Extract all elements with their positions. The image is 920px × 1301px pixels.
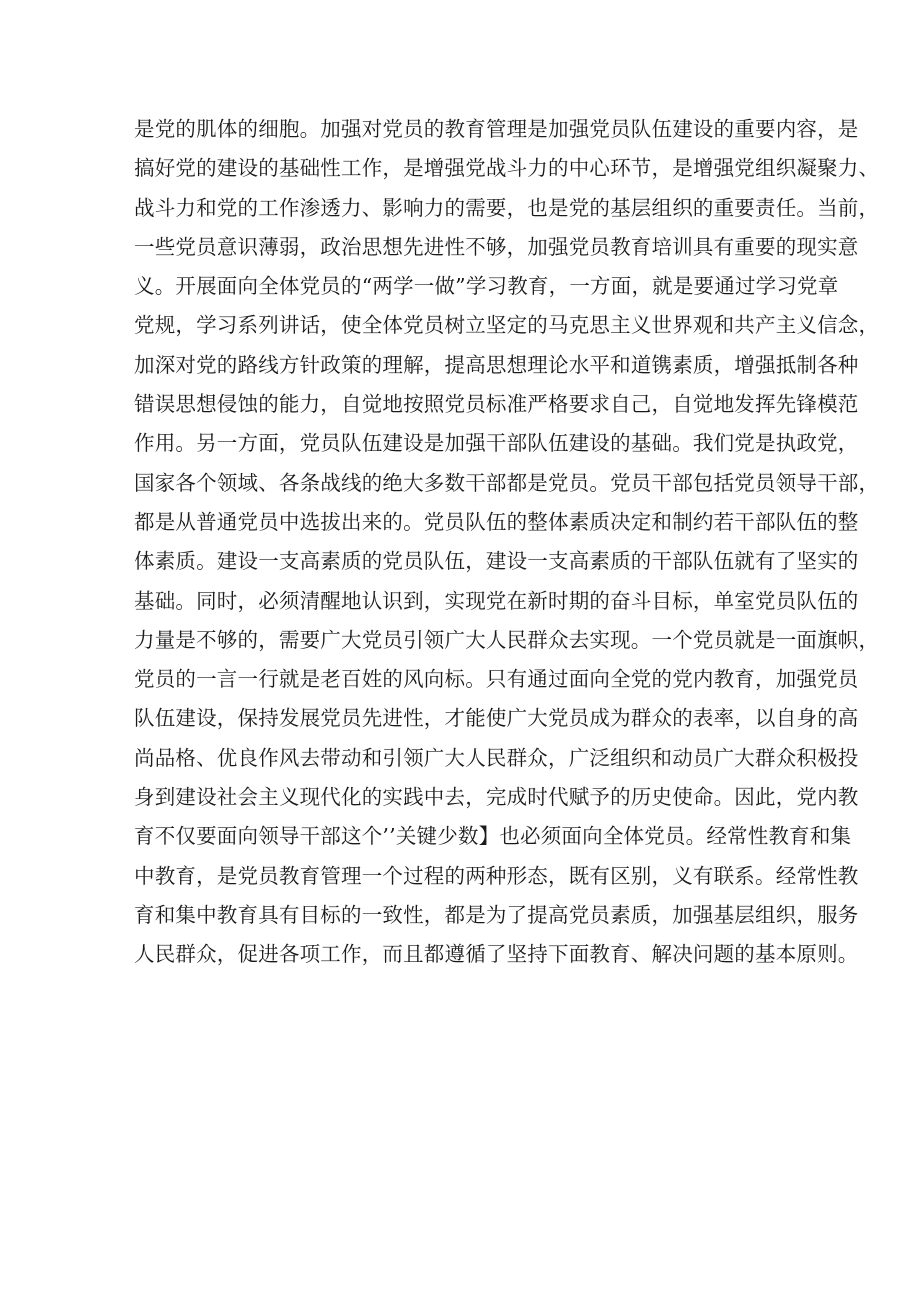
text-line: 都是从普通党员中选拔出来的。党员队伍的整体素质决定和制约若干部队伍的整 (134, 509, 859, 534)
body-paragraph (134, 110, 880, 975)
text-line: 人民群众，促进各项工作，而且都遵循了坚持下面教育、解决问题的基本原则。 (134, 942, 859, 967)
text-line: 战斗力和党的工作渗透力、影响力的需要，也是党的基层组织的重要责任。当前， (134, 195, 880, 220)
text-line: 力量是不够的，需要广大党员引领广大人民群众去实现。一个党员就是一面旗帜， (134, 627, 880, 652)
text-line: 中教育，是党员教育管理一个过程的两种形态，既有区别，义有联系。经常性教 (134, 863, 859, 888)
text-line: 尚品格、优良作风去带动和引领广大人民群众，广泛组织和动员广大群众积极投 (134, 745, 859, 770)
text-line: 党规，学习系列讲话，使全体党员树立坚定的马克思主义世界观和共产主义信念， (134, 313, 880, 338)
text-line: 育不仅要面向领导干部这个’’关键少数】也必须面向全体党员。经常性教育和集 (134, 824, 852, 849)
text-line: 身到建设社会主义现代化的实践中去，完成时代赋予的历史使命。因此，党内教 (134, 785, 859, 810)
text-line: 育和集中教育具有目标的一致性，都是为了提高党员素质，加强基层组织，服务 (134, 902, 859, 927)
text-line: 是党的肌体的细胞。加强对党员的教育管理是加强党员队伍建设的重要内容，是 (134, 117, 859, 141)
text-line: 队伍建设，保持发展党员先进性，才能使广大党员成为群众的表率，以自身的高 (134, 706, 859, 731)
text-line: 加深对党的路线方针政策的理解，提高思想理论水平和道镌素质，增强抵制各种 (134, 352, 859, 377)
text-line: 错误思想侵蚀的能力，自觉地按照党员标准严格要求自己，自觉地发挥先锋模范 (134, 392, 859, 417)
text-line: 党员的一言一行就是老百姓的风向标。只有通过面向全党的党内教育，加强党员 (134, 667, 859, 692)
text-line: 作用。另一方面，党员队伍建设是加强干部队伍建设的基础。我们党是执政党， (134, 431, 859, 456)
text-line: 基础。同时，必须清醒地认识到，实现党在新时期的奋斗目标，单室党员队伍的 (134, 588, 859, 613)
text-line: 义。开展面向全体党员的“两学一做”学习教育，一方面，就是要通过学习党章 (134, 274, 839, 299)
text-line: 体素质。建设一支高素质的党员队伍，建设一支高素质的干部队伍就有了坚实的 (134, 549, 859, 574)
text-line: 国家各个领域、各条战线的绝大多数干部都是党员。党员干部包括党员领导干部， (134, 470, 880, 495)
text-line: 一些党员意识薄弱，政治思想先进性不够，加强党员教育培训具有重要的现实意 (134, 234, 859, 259)
text-line: 搞好党的建设的基础性工作，是增强党战斗力的中心环节，是增强党组织凝聚力、 (134, 156, 880, 181)
